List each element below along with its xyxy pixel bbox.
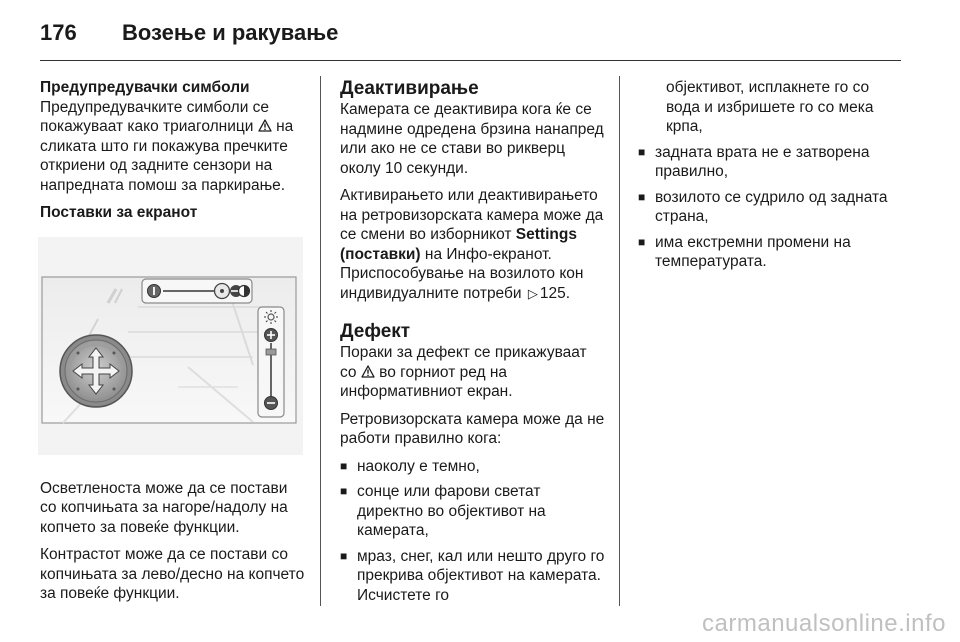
- list-item: ■ наоколу е темно,: [340, 457, 480, 475]
- paragraph-contrast: Контрастот може да се постави со копчињата за лево/десно на копчето за повеќе функции.: [40, 546, 305, 602]
- header-rule: [40, 60, 901, 61]
- subheading-screen-settings: Поставки за екранот: [40, 204, 198, 221]
- bullet-square-icon: ■: [638, 189, 646, 204]
- bullet-square-icon: ■: [638, 234, 646, 249]
- bullet-square-icon: ■: [340, 484, 348, 498]
- page-reference-icon: ▷: [527, 285, 538, 301]
- subheading-warning-symbols: Предупредувачки симболи: [40, 79, 250, 96]
- column-divider: [619, 76, 620, 606]
- list-item-continuation: објективот, исплакнете го со вода и избришете го со мека крпа,: [666, 79, 874, 135]
- page-header: [40, 16, 900, 64]
- heading-deactivation: Деактивирање: [340, 78, 479, 99]
- screen-settings-figure: [38, 237, 303, 455]
- heading-fault: Дефект: [340, 321, 411, 342]
- bullet-square-icon: ■: [638, 144, 646, 159]
- page-title: Возење и ракување: [122, 20, 339, 45]
- column-1: [40, 78, 305, 612]
- bullet-square-icon: ■: [340, 458, 348, 473]
- settings-menu-label: Settings (поставки): [340, 226, 577, 263]
- page-reference: 125.: [539, 284, 571, 302]
- page-number: 176: [40, 20, 77, 45]
- paragraph-deactivation: Камерата се деактивира кога ќе се надмине одредена брзина нанапред или ако не се стави во рикверц околу 10 секунди.: [340, 101, 604, 177]
- camera-screen-illustration: [38, 237, 303, 455]
- paragraph-brightness: Осветленоста може да се постави со копчињата за нагоре/надолу на копчето за повеќе функции.: [40, 479, 288, 536]
- warning-triangle-icon: [258, 119, 272, 132]
- warning-triangle-icon: [361, 365, 375, 378]
- list-item: ■ има екстремни промени на температурата.: [638, 233, 851, 270]
- list-item: ■ мраз, снег, кал или нешто друго го прекрива објективот на камерата. Исчистете го: [340, 547, 605, 604]
- column-2: [340, 78, 605, 611]
- bullet-square-icon: ■: [340, 548, 348, 563]
- paragraph-camera-may-fail: Ретровизорската камера може да не работи правилно кога:: [340, 410, 605, 447]
- paragraph-activation-setting: Активирањето или деактивирањето на ретровизорската камера може да се смени во изборникот Settings (поставки) на Инфо-екранот. Приспособување на возилото кон индивидуалните потреби ▷ 125.: [340, 187, 604, 302]
- paragraph-fault-messages: Пораки за дефект се прикажуваат со во горниот ред на информативниот екран.: [340, 344, 587, 400]
- watermark: carmanualsonline.info: [702, 610, 946, 637]
- column-divider: [320, 76, 321, 606]
- column-3: [638, 78, 903, 278]
- list-item: ■ возилото се судрило од задната страна,: [638, 188, 888, 225]
- fault-conditions-list-continued: [638, 143, 903, 272]
- fault-conditions-list: [340, 457, 605, 606]
- paragraph-warning-symbols: Предупредувачките симболи се покажуваат како триаголници на сликата што ги покажува пречките откриени од задните сензори на напредната помош за паркирање.: [40, 98, 294, 194]
- list-item: ■ задната врата не е затворена правилно,: [638, 143, 870, 180]
- list-item: ■ сонце или фарови светат директно во објективот на камерата,: [340, 483, 546, 539]
